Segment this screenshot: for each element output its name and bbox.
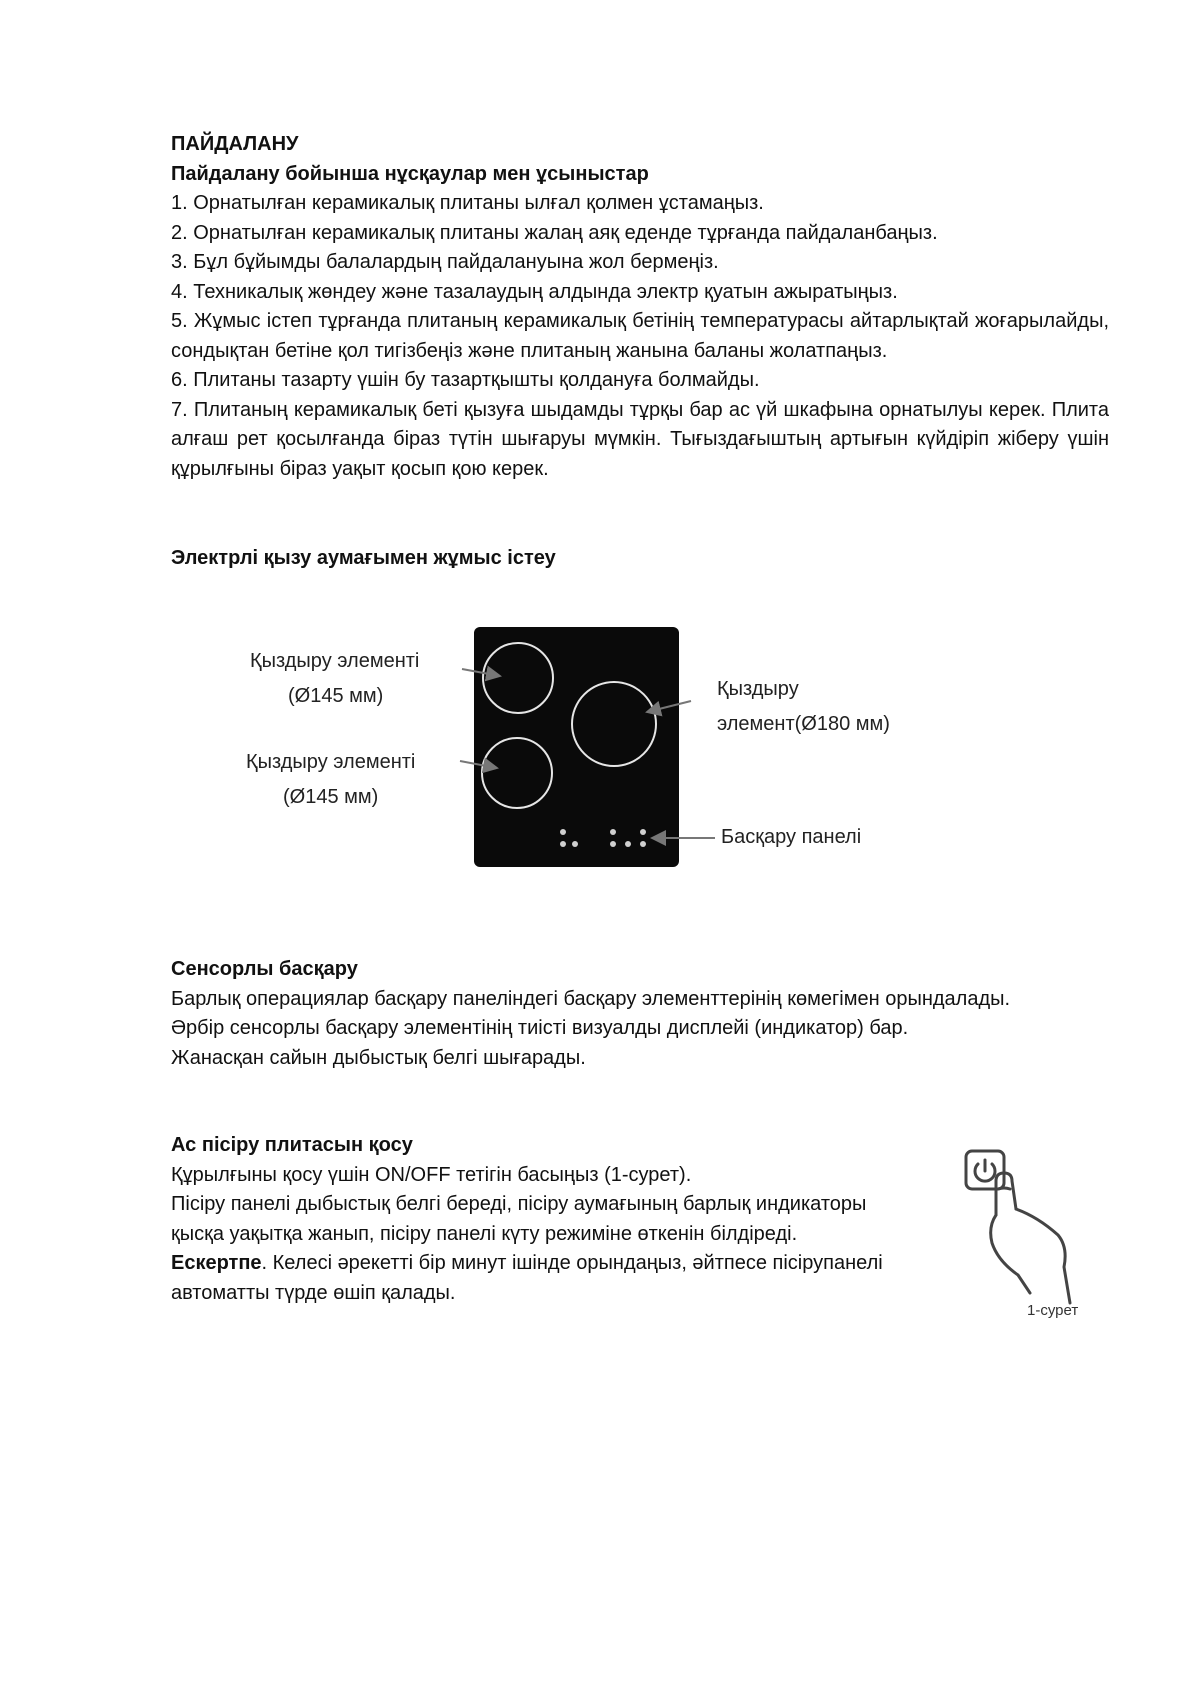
list-item: 6. Плитаны тазарту үшін бу тазартқышты қолдануға болмайды. — [171, 369, 760, 391]
paragraph-line: Пісіру панелі дыбыстық белгі береді, пісіру аумағының барлық индикаторы қысқа уақытқа жанып, пісіру панелі күту режиміне өткенін білдіреді. — [171, 1193, 867, 1245]
heating-zone-label: Қыздыру элементі — [250, 650, 420, 672]
heating-zone-top-left — [483, 643, 553, 713]
figure-caption: 1-сурет — [1027, 1302, 1079, 1319]
list-item: 5. Жұмыс істеп тұрғанда плитаның керамикалық бетінің температурасы айтарлықтай жоғарылайды, сондықтан бетіне қол тигізбеңіз және плитаның жанына баланы жолатпаңыз. — [171, 310, 1109, 362]
section-title: ПАЙДАЛАНУ — [171, 133, 299, 155]
paragraph-line: Құрылғыны қосу үшін ON/OFF тетігін басыңыз (1-сурет). — [171, 1163, 692, 1186]
paragraph-line: Барлық операциялар басқару панеліндегі басқару элементтерінің көмегімен орындалады. — [171, 987, 1011, 1010]
heating-zone-size: (Ø145 мм) — [283, 786, 379, 808]
note-label: Ескертпе — [171, 1252, 262, 1274]
section-title: Электрлі қызу аумағымен жұмыс істеу — [171, 547, 556, 569]
paragraph-line: Жанасқан сайын дыбыстық белгі шығарады. — [171, 1046, 586, 1069]
list-item: 2. Орнатылған керамикалық плитаны жалаң аяқ еденде тұрғанда пайдаланбаңыз. — [171, 221, 938, 244]
list-item: 1. Орнатылған керамикалық плитаны ылғал қолмен ұстамаңыз. — [171, 192, 764, 214]
note-paragraph — [171, 1249, 911, 1308]
hob-surface — [474, 627, 679, 867]
heating-zone-label: Қыздыру — [717, 678, 799, 700]
section-title: Сенсорлы басқару — [171, 958, 358, 980]
heating-zone-size: (Ø145 мм) — [288, 685, 384, 707]
list-item: 3. Бұл бұйымды балалардың пайдалануына жол бермеңіз. — [171, 251, 719, 273]
section-usage — [171, 130, 1109, 484]
heating-zone-size: элемент(Ø180 мм) — [717, 713, 890, 735]
heating-zone-right — [572, 682, 656, 766]
list-item: 4. Техникалық жөндеу және тазалаудың алдында электр қуатын ажыратыңыз. — [171, 280, 898, 303]
paragraph-line: Әрбір сенсорлы басқару элементінің тиісті визуалды дисплейі (индикатор) бар. — [171, 1017, 909, 1039]
section-subtitle: Пайдалану бойынша нұсқаулар мен ұсыныстар — [171, 162, 649, 185]
section-title: Ас пісіру плитасын қосу — [171, 1134, 413, 1156]
section-touch-control — [171, 955, 1109, 1073]
finger-icon — [991, 1173, 1070, 1303]
heating-zone-bottom-left — [482, 738, 552, 808]
section-power-on — [171, 1131, 911, 1308]
note-text: . Келесі әрекетті бір минут ішінде орындаңыз, әйтпесе пісірупанелі автоматты түрде өшіп қалады. — [171, 1252, 883, 1304]
heating-zone-label: Қыздыру элементі — [246, 751, 416, 773]
control-panel-label: Басқару панелі — [721, 826, 862, 848]
list-item: 7. Плитаның керамикалық беті қызуға шыдамды тұрқы бар ас үй шкафына орнатылуы керек. Плита алғаш рет қосылғанда біраз түтін шығаруы мүмкін. Тығыздағыштың артығын күйдіріп жіберу үшін құрылғыны біраз уақыт қосып қою керек. — [171, 398, 1109, 480]
control-panel-dots — [560, 829, 646, 847]
